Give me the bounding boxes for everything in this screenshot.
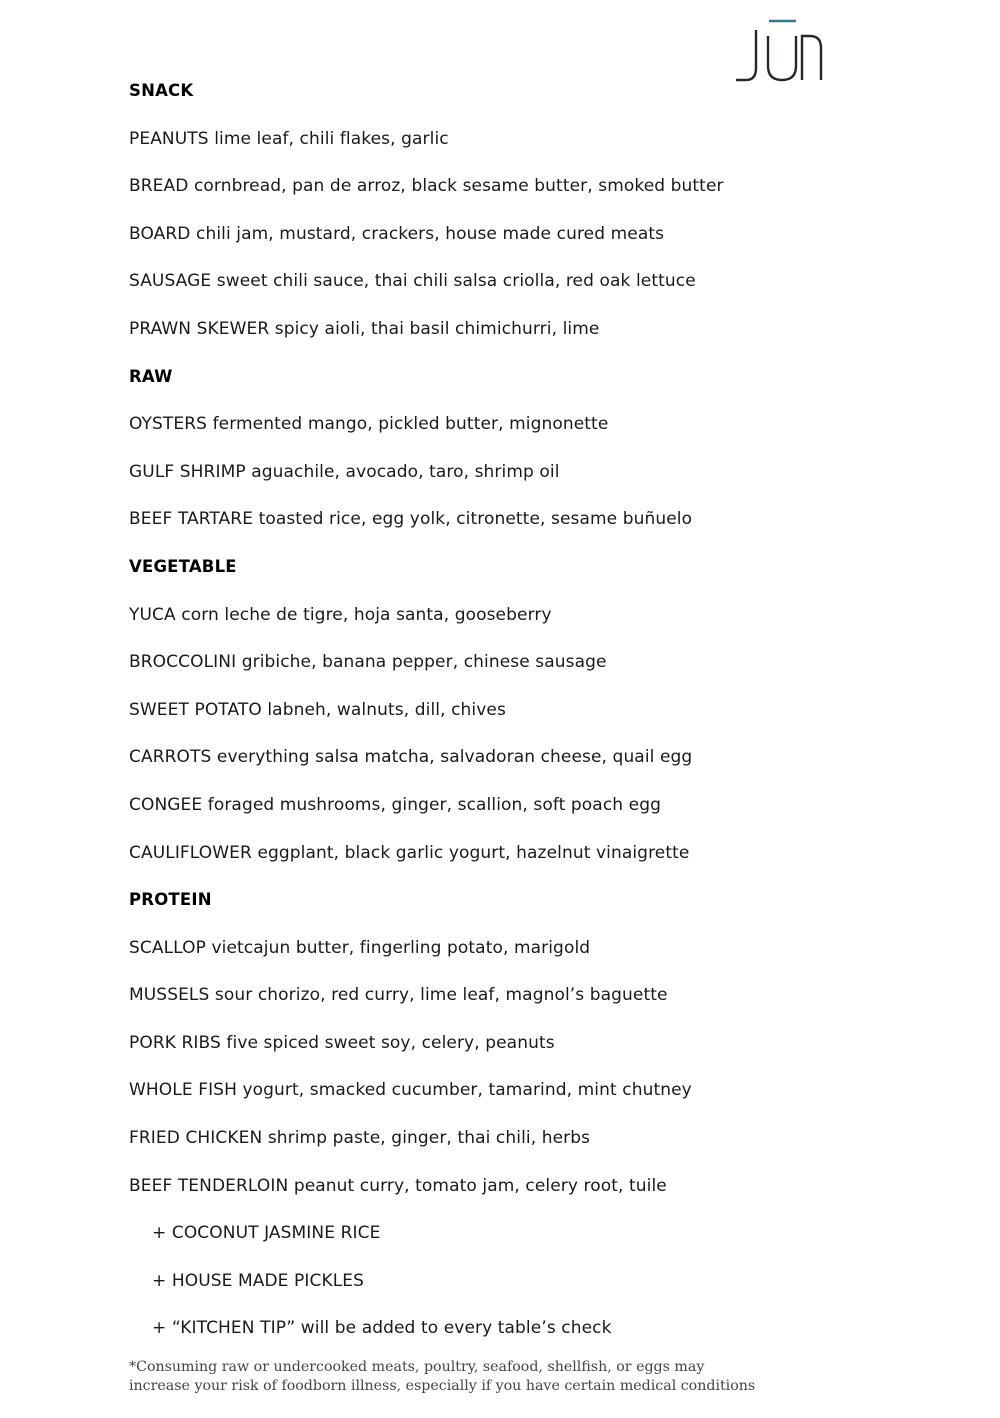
menu-item-name: MUSSELS <box>129 985 210 1006</box>
menu-item <box>129 460 889 508</box>
menu-item <box>129 698 889 746</box>
jun-logo-mark <box>734 18 826 84</box>
section-heading-raw: RAW <box>129 366 173 386</box>
menu-item-description: spicy aioli, thai basil chimichurri, lime <box>274 318 600 339</box>
menu-item <box>129 317 889 365</box>
menu-item <box>129 603 889 651</box>
menu-item-name: FRIED CHICKEN <box>129 1128 263 1149</box>
menu-item-description: peanut curry, tomato jam, celery root, tuile <box>293 1175 667 1196</box>
menu-item <box>129 127 889 175</box>
menu-item-description: labneh, walnuts, dill, chives <box>267 699 506 720</box>
addon-item: + “KITCHEN TIP” will be added to every table’s check <box>152 1318 612 1339</box>
menu-item-description: corn leche de tigre, hoja santa, gooseberry <box>181 604 552 625</box>
section-heading-snack: SNACK <box>129 81 194 100</box>
menu-item-name: CAULIFLOWER <box>129 842 252 863</box>
menu-item-name: BOARD <box>129 223 191 244</box>
addon-item: + HOUSE MADE PICKLES <box>152 1270 365 1291</box>
menu-item-description: foraged mushrooms, ginger, scallion, soft poach egg <box>207 794 661 815</box>
menu-item-description: cornbread, pan de arroz, black sesame butter, smoked butter <box>193 176 724 197</box>
menu-item-description: sweet chili sauce, thai chili salsa criolla, red oak lettuce <box>216 271 696 292</box>
menu-item <box>129 983 889 1031</box>
menu-item-description: aguachile, avocado, taro, shrimp oil <box>251 461 560 482</box>
menu-item <box>129 1126 889 1174</box>
menu-item <box>129 1174 889 1222</box>
menu-item <box>129 1078 889 1126</box>
menu-item <box>129 936 889 984</box>
menu-item-name: CARROTS <box>129 747 212 768</box>
disclaimer-line-1: *Consuming raw or undercooked meats, poultry, seafood, shellfish, or eggs may <box>129 1359 705 1375</box>
menu-item <box>129 174 889 222</box>
menu-item <box>129 650 889 698</box>
menu-item-description: lime leaf, chili flakes, garlic <box>214 128 449 149</box>
menu-item <box>129 1031 889 1079</box>
menu-item <box>129 793 889 841</box>
menu-item <box>129 412 889 460</box>
menu-item <box>129 507 889 555</box>
food-safety-disclaimer <box>129 1358 989 1396</box>
section-heading-protein: PROTEIN <box>129 890 212 910</box>
logo-letter-j <box>736 30 756 80</box>
menu-item <box>129 841 889 889</box>
section-heading-vegetable: VEGETABLE <box>129 556 237 576</box>
menu-item-description: eggplant, black garlic yogurt, hazelnut vinaigrette <box>257 842 690 863</box>
menu-item-description: everything salsa matcha, salvadoran cheese, quail egg <box>216 747 693 768</box>
menu-item-name: WHOLE FISH <box>129 1080 237 1101</box>
menu-item-description: chili jam, mustard, crackers, house made cured meats <box>196 223 665 244</box>
menu-item <box>129 269 889 317</box>
logo-letter-u <box>768 36 796 80</box>
menu-item-name: PRAWN SKEWER <box>129 318 270 339</box>
menu-item-name: YUCA <box>129 604 176 625</box>
menu-item-description: yogurt, smacked cucumber, tamarind, mint chutney <box>242 1080 692 1101</box>
menu-item-description: shrimp paste, ginger, thai chili, herbs <box>267 1128 591 1149</box>
menu-item-name: SWEET POTATO <box>129 699 262 720</box>
menu-item-description: gribiche, banana pepper, chinese sausage <box>241 652 607 673</box>
menu-item-name: SAUSAGE <box>129 271 212 292</box>
menu-item-name: SCALLOP <box>129 937 206 958</box>
addon-item: + COCONUT JASMINE RICE <box>152 1223 381 1244</box>
menu-item-name: PEANUTS <box>129 128 209 149</box>
menu-item-name: GULF SHRIMP <box>129 461 246 482</box>
menu-item <box>129 222 889 270</box>
logo-letter-n <box>802 36 821 80</box>
menu-item-name: PORK RIBS <box>129 1032 221 1053</box>
menu-list <box>129 79 889 1364</box>
jun-logo <box>734 18 826 84</box>
menu-item-description: fermented mango, pickled butter, mignonette <box>212 414 609 435</box>
menu-item-description: five spiced sweet soy, celery, peanuts <box>226 1032 555 1053</box>
menu-item-description: toasted rice, egg yolk, citronette, sesame buñuelo <box>258 509 693 530</box>
menu-item-name: BROCCOLINI <box>129 652 237 673</box>
menu-item-name: BEEF TARTARE <box>129 509 254 530</box>
disclaimer-line-2: increase your risk of foodborn illness, especially if you have certain medical conditions <box>129 1378 756 1394</box>
menu-item <box>129 745 889 793</box>
menu-item-name: BREAD <box>129 176 189 197</box>
menu-item-description: vietcajun butter, fingerling potato, marigold <box>211 937 591 958</box>
menu-item-description: sour chorizo, red curry, lime leaf, magnol’s baguette <box>214 985 668 1006</box>
menu-item-name: OYSTERS <box>129 414 208 435</box>
menu-item-name: BEEF TENDERLOIN <box>129 1175 289 1196</box>
menu-item-name: CONGEE <box>129 794 203 815</box>
